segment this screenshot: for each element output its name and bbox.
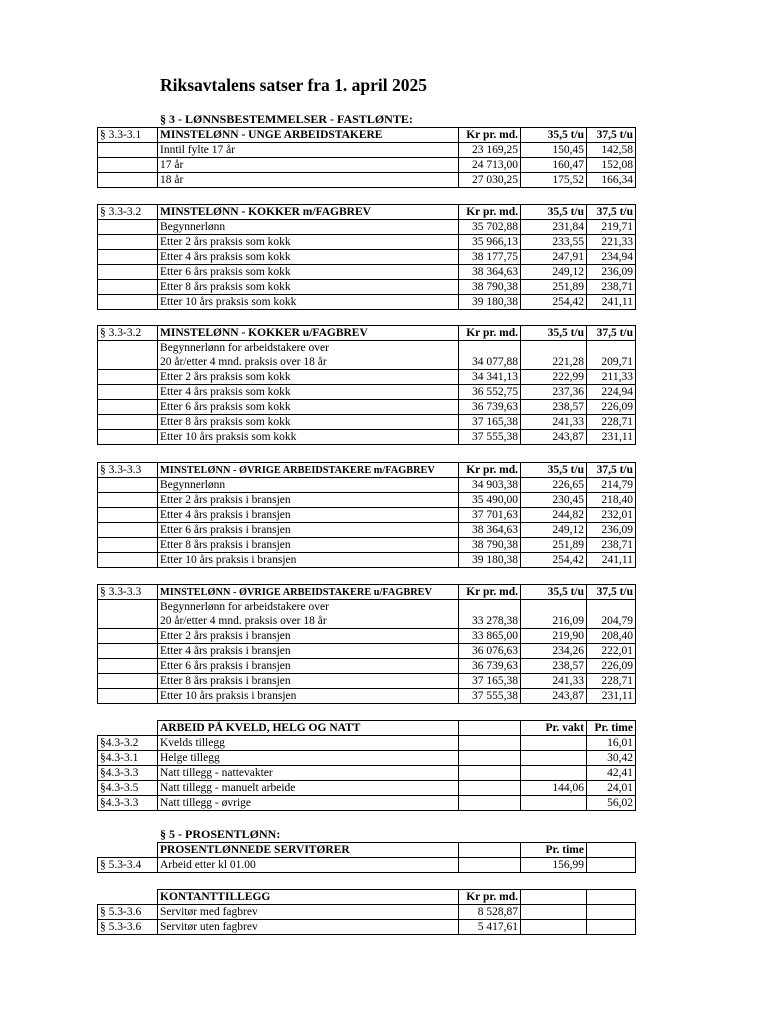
per-shift-value [521, 796, 587, 811]
table-row [98, 920, 636, 935]
row-label: Etter 10 års praksis i bransjen [158, 553, 459, 568]
blank-value [459, 766, 521, 781]
monthly-value: 35 490,00 [459, 493, 521, 508]
blank-value [521, 905, 587, 920]
rate-35-5: 251,89 [521, 538, 587, 553]
rate-37-5: 226,09 [587, 400, 636, 415]
table-row [98, 553, 636, 568]
rate-37-5: 224,94 [587, 385, 636, 400]
ref-cell [98, 385, 158, 400]
ref-cell [98, 220, 158, 235]
header-title: PROSENTLØNNEDE SERVITØRER [158, 843, 459, 858]
table-row [98, 493, 636, 508]
monthly-value: 39 180,38 [459, 295, 521, 310]
header-per-shift: Pr. vakt [521, 721, 587, 736]
table-row [98, 265, 636, 280]
table-row [98, 220, 636, 235]
header-35-5: 35,5 t/u [521, 326, 587, 341]
table-row [98, 858, 636, 873]
rate-35-5: 241,33 [521, 415, 587, 430]
rate-35-5: 247,91 [521, 250, 587, 265]
row-label: Etter 2 års praksis som kokk [158, 235, 459, 250]
ref-cell [98, 689, 158, 704]
table-kveld-helg-natt [97, 720, 636, 811]
table-row [98, 295, 636, 310]
header-title: ARBEID PÅ KVELD, HELG OG NATT [158, 721, 459, 736]
table-row [98, 341, 636, 370]
section-5-heading: § 5 - PROSENTLØNN: [160, 827, 281, 841]
rate-37-5: 152,08 [587, 158, 636, 173]
row-label: Etter 4 års praksis som kokk [158, 250, 459, 265]
table-row [98, 659, 636, 674]
header-monthly: Kr pr. md. [459, 326, 521, 341]
monthly-value: 37 165,38 [459, 415, 521, 430]
rate-35-5: 251,89 [521, 280, 587, 295]
table-row [98, 235, 636, 250]
table-header-row [98, 585, 636, 600]
table-kokker-uten-fagbrev [97, 325, 636, 445]
rate-35-5: 233,55 [521, 235, 587, 250]
ref-cell [98, 553, 158, 568]
section-ref: § 3.3-3.2 [98, 326, 158, 341]
ref-cell [98, 523, 158, 538]
per-shift-value: 144,06 [521, 781, 587, 796]
ref-cell [98, 280, 158, 295]
rate-35-5: 254,42 [521, 295, 587, 310]
per-shift-value [521, 736, 587, 751]
table-row [98, 796, 636, 811]
monthly-value: 38 790,38 [459, 280, 521, 295]
blank-value-2 [587, 920, 636, 935]
row-label: Etter 4 års praksis i bransjen [158, 644, 459, 659]
rate-37-5: 231,11 [587, 689, 636, 704]
empty-cell [98, 843, 158, 858]
rate-35-5: 222,99 [521, 370, 587, 385]
per-hour-value: 56,02 [587, 796, 636, 811]
monthly-value: 37 701,63 [459, 508, 521, 523]
ref-cell [98, 143, 158, 158]
table-header-row [98, 128, 636, 143]
rate-35-5: 234,26 [521, 644, 587, 659]
rate-37-5: 226,09 [587, 659, 636, 674]
section-ref: §4.3-3.3 [98, 796, 158, 811]
header-monthly: Kr pr. md. [459, 128, 521, 143]
row-label: Servitør uten fagbrev [158, 920, 459, 935]
table-ovrige-med-fagbrev [97, 462, 636, 568]
monthly-value: 23 169,25 [459, 143, 521, 158]
table-kokker-med-fagbrev [97, 204, 636, 310]
per-shift-value [521, 751, 587, 766]
rate-35-5: 249,12 [521, 265, 587, 280]
table-row [98, 250, 636, 265]
ref-cell [98, 370, 158, 385]
ref-cell [98, 629, 158, 644]
row-label: Kvelds tillegg [158, 736, 459, 751]
rate-35-5: 160,47 [521, 158, 587, 173]
monthly-value: 36 739,63 [459, 400, 521, 415]
table-row [98, 385, 636, 400]
rate-35-5: 254,42 [521, 553, 587, 568]
row-label-line1: Begynnerlønn for arbeidstakere over [160, 342, 329, 354]
header-title: MINSTELØNN - UNGE ARBEIDSTAKERE [158, 128, 459, 143]
table-row [98, 751, 636, 766]
table-row [98, 538, 636, 553]
rate-35-5: 221,28 [521, 341, 587, 370]
ref-cell [98, 430, 158, 445]
row-label: Arbeid etter kl 01.00 [158, 858, 459, 873]
rate-37-5: 236,09 [587, 265, 636, 280]
table-row [98, 400, 636, 415]
monthly-value: 34 903,38 [459, 478, 521, 493]
monthly-value: 37 555,38 [459, 430, 521, 445]
header-blank [459, 721, 521, 736]
per-hour-value: 156,99 [521, 858, 587, 873]
section-ref: § 3.3-3.3 [98, 585, 158, 600]
row-label: Etter 8 års praksis som kokk [158, 280, 459, 295]
per-hour-value: 42,41 [587, 766, 636, 781]
section-ref: §4.3-3.1 [98, 751, 158, 766]
rate-35-5: 219,90 [521, 629, 587, 644]
ref-cell [98, 478, 158, 493]
row-label: 18 år [158, 173, 459, 188]
monthly-value: 5 417,61 [459, 920, 521, 935]
rate-35-5: 238,57 [521, 400, 587, 415]
row-label-multiline [158, 600, 459, 629]
monthly-value: 36 739,63 [459, 659, 521, 674]
row-label: Natt tillegg - manuelt arbeide [158, 781, 459, 796]
table-row [98, 644, 636, 659]
header-37-5: 37,5 t/u [587, 463, 636, 478]
ref-cell [98, 158, 158, 173]
header-35-5: 35,5 t/u [521, 463, 587, 478]
monthly-value: 36 552,75 [459, 385, 521, 400]
table-row [98, 478, 636, 493]
section-ref: § 5.3-3.6 [98, 905, 158, 920]
header-blank-2 [587, 843, 636, 858]
row-label: Begynnerlønn [158, 220, 459, 235]
monthly-value: 38 177,75 [459, 250, 521, 265]
table-unge-arbeidstakere [97, 127, 636, 188]
header-title: MINSTELØNN - KOKKER m/FAGBREV [158, 205, 459, 220]
rate-37-5: 211,33 [587, 370, 636, 385]
header-35-5: 35,5 t/u [521, 128, 587, 143]
section-ref: §4.3-3.2 [98, 736, 158, 751]
ref-cell [98, 538, 158, 553]
rate-35-5: 238,57 [521, 659, 587, 674]
rate-37-5: 222,01 [587, 644, 636, 659]
rate-35-5: 243,87 [521, 430, 587, 445]
ref-cell [98, 235, 158, 250]
header-37-5: 37,5 t/u [587, 326, 636, 341]
row-label: Begynnerlønn [158, 478, 459, 493]
row-label: Inntil fylte 17 år [158, 143, 459, 158]
rate-35-5: 150,45 [521, 143, 587, 158]
ref-cell [98, 173, 158, 188]
ref-cell [98, 250, 158, 265]
rate-37-5: 204,79 [587, 600, 636, 629]
rate-37-5: 232,01 [587, 508, 636, 523]
monthly-value: 33 278,38 [459, 600, 521, 629]
rate-37-5: 238,71 [587, 538, 636, 553]
table-row [98, 415, 636, 430]
table-row [98, 158, 636, 173]
row-label: Etter 8 års praksis i bransjen [158, 674, 459, 689]
row-label: Etter 6 års praksis som kokk [158, 400, 459, 415]
ref-cell [98, 659, 158, 674]
table-row [98, 143, 636, 158]
table-header-row [98, 205, 636, 220]
rate-37-5: 142,58 [587, 143, 636, 158]
section-ref: § 3.3-3.3 [98, 463, 158, 478]
table-kontanttillegg [97, 889, 636, 935]
per-hour-value: 24,01 [587, 781, 636, 796]
monthly-value: 37 555,38 [459, 689, 521, 704]
rate-37-5: 228,71 [587, 674, 636, 689]
row-label: Natt tillegg - øvrige [158, 796, 459, 811]
row-label: Etter 2 års praksis i bransjen [158, 493, 459, 508]
row-label: Etter 8 års praksis som kokk [158, 415, 459, 430]
rate-35-5: 243,87 [521, 689, 587, 704]
document-title: Riksavtalens satser fra 1. april 2025 [160, 75, 428, 95]
header-per-hour: Pr. time [521, 843, 587, 858]
monthly-value: 36 076,63 [459, 644, 521, 659]
row-label: Etter 6 års praksis som kokk [158, 265, 459, 280]
section-ref: § 5.3-3.4 [98, 858, 158, 873]
row-label: Etter 10 års praksis som kokk [158, 430, 459, 445]
header-37-5: 37,5 t/u [587, 205, 636, 220]
row-label-line2: 20 år/etter 4 mnd. praksis over 18 år [160, 615, 327, 627]
table-ovrige-uten-fagbrev [97, 584, 636, 704]
header-monthly: Kr pr. md. [459, 205, 521, 220]
header-per-hour: Pr. time [587, 721, 636, 736]
rate-35-5: 175,52 [521, 173, 587, 188]
blank-value [459, 736, 521, 751]
monthly-value: 27 030,25 [459, 173, 521, 188]
table-header-row [98, 890, 636, 905]
header-title: MINSTELØNN - ØVRIGE ARBEIDSTAKERE m/FAGBREV [158, 463, 459, 478]
ref-cell [98, 341, 158, 370]
rate-37-5: 166,34 [587, 173, 636, 188]
table-header-row [98, 326, 636, 341]
rate-37-5: 241,11 [587, 295, 636, 310]
rate-35-5: 231,84 [521, 220, 587, 235]
blank-value-2 [587, 858, 636, 873]
monthly-value: 37 165,38 [459, 674, 521, 689]
row-label: Etter 2 års praksis i bransjen [158, 629, 459, 644]
row-label: Etter 10 års praksis i bransjen [158, 689, 459, 704]
blank-value [459, 781, 521, 796]
rate-37-5: 236,09 [587, 523, 636, 538]
monthly-value: 34 341,13 [459, 370, 521, 385]
ref-cell [98, 644, 158, 659]
row-label: Helge tillegg [158, 751, 459, 766]
ref-cell [98, 600, 158, 629]
monthly-value: 38 364,63 [459, 523, 521, 538]
table-row [98, 430, 636, 445]
table-row [98, 600, 636, 629]
table-row [98, 523, 636, 538]
table-row [98, 736, 636, 751]
rate-37-5: 209,71 [587, 341, 636, 370]
per-hour-value: 16,01 [587, 736, 636, 751]
header-title: MINSTELØNN - KOKKER u/FAGBREV [158, 326, 459, 341]
monthly-value: 38 364,63 [459, 265, 521, 280]
row-label: Servitør med fagbrev [158, 905, 459, 920]
blank-value-2 [587, 905, 636, 920]
blank-value [459, 858, 521, 873]
section-ref: § 5.3-3.6 [98, 920, 158, 935]
rate-37-5: 219,71 [587, 220, 636, 235]
table-row [98, 674, 636, 689]
rate-37-5: 221,33 [587, 235, 636, 250]
monthly-value: 33 865,00 [459, 629, 521, 644]
table-row [98, 689, 636, 704]
section-3-heading: § 3 - LØNNSBESTEMMELSER - FASTLØNTE: [160, 112, 413, 126]
rate-37-5: 234,94 [587, 250, 636, 265]
section-ref: §4.3-3.5 [98, 781, 158, 796]
table-row [98, 905, 636, 920]
table-header-row [98, 843, 636, 858]
section-ref: §4.3-3.3 [98, 766, 158, 781]
per-hour-value: 30,42 [587, 751, 636, 766]
row-label: Etter 4 års praksis som kokk [158, 385, 459, 400]
blank-value [459, 796, 521, 811]
rate-35-5: 237,36 [521, 385, 587, 400]
header-title: MINSTELØNN - ØVRIGE ARBEIDSTAKERE u/FAGBREV [158, 585, 459, 600]
header-blank [521, 890, 587, 905]
table-row [98, 173, 636, 188]
row-label: Etter 8 års praksis i bransjen [158, 538, 459, 553]
ref-cell [98, 400, 158, 415]
section-ref: § 3.3-3.1 [98, 128, 158, 143]
rate-37-5: 238,71 [587, 280, 636, 295]
row-label: 17 år [158, 158, 459, 173]
monthly-value: 35 966,13 [459, 235, 521, 250]
header-37-5: 37,5 t/u [587, 128, 636, 143]
rate-35-5: 216,09 [521, 600, 587, 629]
row-label: Etter 6 års praksis i bransjen [158, 523, 459, 538]
table-row [98, 629, 636, 644]
row-label: Etter 6 års praksis i bransjen [158, 659, 459, 674]
row-label: Natt tillegg - nattevakter [158, 766, 459, 781]
ref-cell [98, 493, 158, 508]
table-prosentlonn [97, 842, 636, 873]
table-header-row [98, 721, 636, 736]
table-row [98, 766, 636, 781]
rate-35-5: 249,12 [521, 523, 587, 538]
monthly-value: 35 702,88 [459, 220, 521, 235]
header-monthly: Kr pr. md. [459, 890, 521, 905]
row-label: Etter 10 års praksis som kokk [158, 295, 459, 310]
header-blank-2 [587, 890, 636, 905]
section-ref: § 3.3-3.2 [98, 205, 158, 220]
table-row [98, 508, 636, 523]
rate-35-5: 244,82 [521, 508, 587, 523]
rate-37-5: 208,40 [587, 629, 636, 644]
header-37-5: 37,5 t/u [587, 585, 636, 600]
monthly-value: 8 528,87 [459, 905, 521, 920]
table-row [98, 370, 636, 385]
ref-cell [98, 674, 158, 689]
table-row [98, 781, 636, 796]
header-monthly: Kr pr. md. [459, 463, 521, 478]
table-header-row [98, 463, 636, 478]
rate-35-5: 241,33 [521, 674, 587, 689]
table-row [98, 280, 636, 295]
rate-35-5: 230,45 [521, 493, 587, 508]
blank-value [459, 751, 521, 766]
empty-cell [98, 890, 158, 905]
rate-35-5: 226,65 [521, 478, 587, 493]
monthly-value: 34 077,88 [459, 341, 521, 370]
monthly-value: 38 790,38 [459, 538, 521, 553]
ref-cell [98, 508, 158, 523]
row-label-line2: 20 år/etter 4 mnd. praksis over 18 år [160, 356, 327, 368]
per-shift-value [521, 766, 587, 781]
empty-cell [98, 721, 158, 736]
rate-37-5: 214,79 [587, 478, 636, 493]
ref-cell [98, 295, 158, 310]
header-monthly: Kr pr. md. [459, 585, 521, 600]
rate-37-5: 241,11 [587, 553, 636, 568]
row-label-line1: Begynnerlønn for arbeidstakere over [160, 601, 329, 613]
rate-37-5: 218,40 [587, 493, 636, 508]
monthly-value: 39 180,38 [459, 553, 521, 568]
header-35-5: 35,5 t/u [521, 585, 587, 600]
monthly-value: 24 713,00 [459, 158, 521, 173]
header-35-5: 35,5 t/u [521, 205, 587, 220]
rate-37-5: 231,11 [587, 430, 636, 445]
row-label: Etter 2 års praksis som kokk [158, 370, 459, 385]
blank-value [521, 920, 587, 935]
ref-cell [98, 265, 158, 280]
header-blank [459, 843, 521, 858]
row-label: Etter 4 års praksis i bransjen [158, 508, 459, 523]
header-title: KONTANTTILLEGG [158, 890, 459, 905]
row-label-multiline [158, 341, 459, 370]
rate-37-5: 228,71 [587, 415, 636, 430]
ref-cell [98, 415, 158, 430]
